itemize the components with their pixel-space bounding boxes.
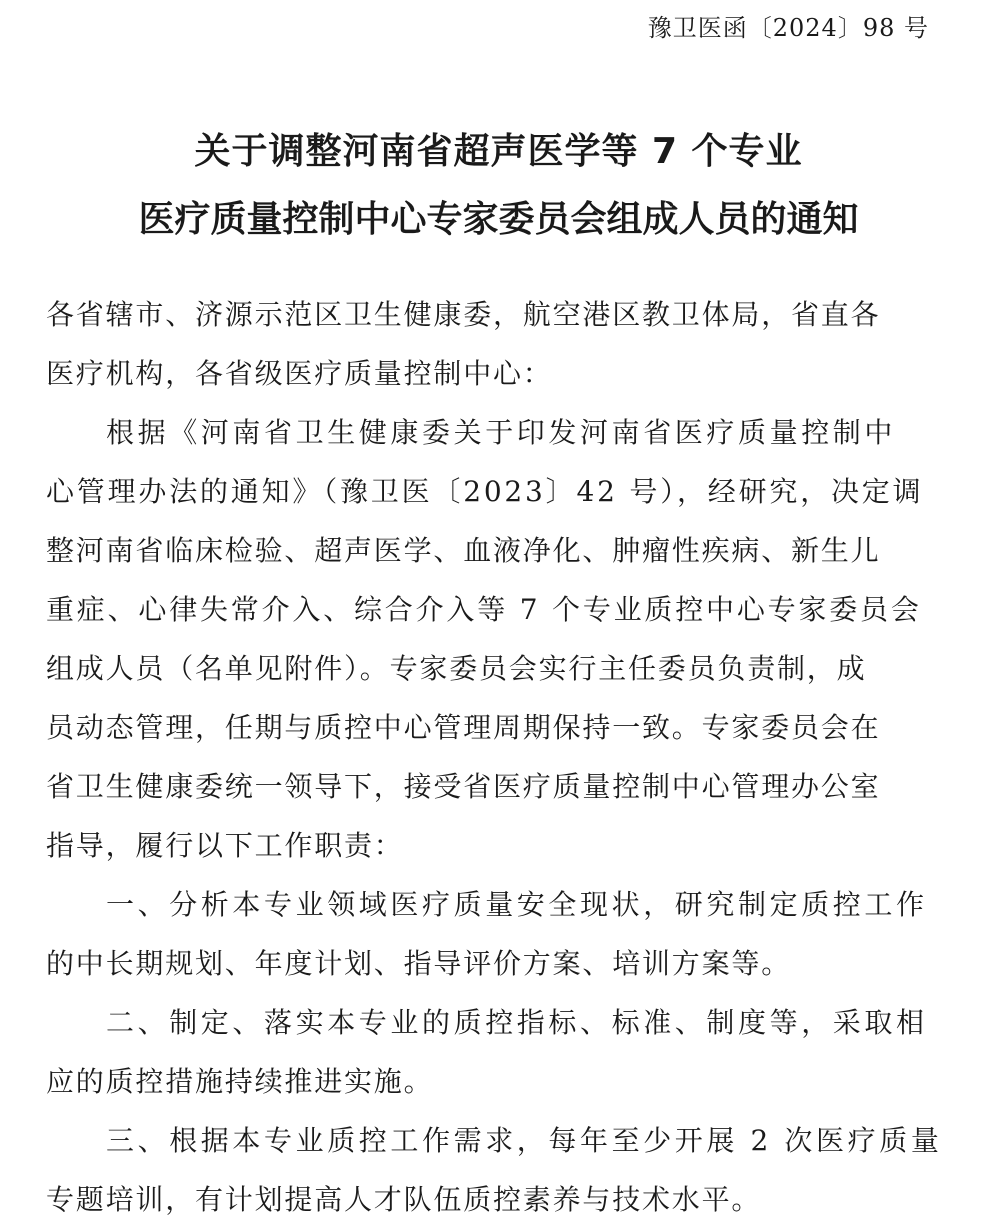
- paragraph-line: 指导，履行以下工作职责：: [46, 829, 404, 862]
- paragraph-line: 应的质控措施持续推进实施。: [46, 1065, 434, 1098]
- addressee-line: 医疗机构，各省级医疗质量控制中心：: [46, 357, 553, 390]
- paragraph-line: 三、根据本专业质控工作需求，每年至少开展 2 次医疗质量: [106, 1124, 943, 1157]
- addressee: [46, 285, 926, 403]
- duty-2: [46, 993, 926, 1111]
- document-body: [46, 285, 943, 1229]
- paragraph-line: 专题培训，有计划提高人才队伍质控素养与技术水平。: [46, 1183, 762, 1216]
- paragraph-line: 整河南省临床检验、超声医学、血液净化、肿瘤性疾病、新生儿: [46, 534, 881, 567]
- paragraph-line: 重症、心律失常介入、综合介入等 7 个专业质控中心专家委员会: [46, 593, 922, 626]
- title-line-2: 医疗质量控制中心专家委员会组成人员的通知: [138, 199, 859, 240]
- paragraph-line: 心管理办法的通知》（豫卫医〔2023〕42 号），经研究，决定调: [46, 475, 924, 508]
- paragraph-line: 的中长期规划、年度计划、指导评价方案、培训方案等。: [46, 947, 792, 980]
- main-paragraph: [46, 403, 926, 875]
- title-line-1: 关于调整河南省超声医学等 7 个专业: [194, 131, 803, 172]
- document-number: 豫卫医函〔2024〕98 号: [647, 14, 929, 42]
- paragraph-line: 二、制定、落实本专业的质控指标、标准、制度等，采取相: [106, 1006, 928, 1039]
- paragraph-line: 省卫生健康委统一领导下，接受省医疗质量控制中心管理办公室: [46, 770, 881, 803]
- paragraph-line: 根据《河南省卫生健康委关于印发河南省医疗质量控制中: [106, 416, 897, 449]
- duty-3: [46, 1111, 943, 1229]
- duty-1: [46, 875, 926, 993]
- paragraph-line: 员动态管理，任期与质控中心管理周期保持一致。专家委员会在: [46, 711, 881, 744]
- addressee-line: 各省辖市、济源示范区卫生健康委，航空港区教卫体局，省直各: [46, 298, 881, 331]
- paragraph-line: 一、分析本专业领域医疗质量安全现状，研究制定质控工作: [106, 888, 928, 921]
- paragraph-line: 组成人员（名单见附件）。专家委员会实行主任委员负责制，成: [46, 652, 867, 685]
